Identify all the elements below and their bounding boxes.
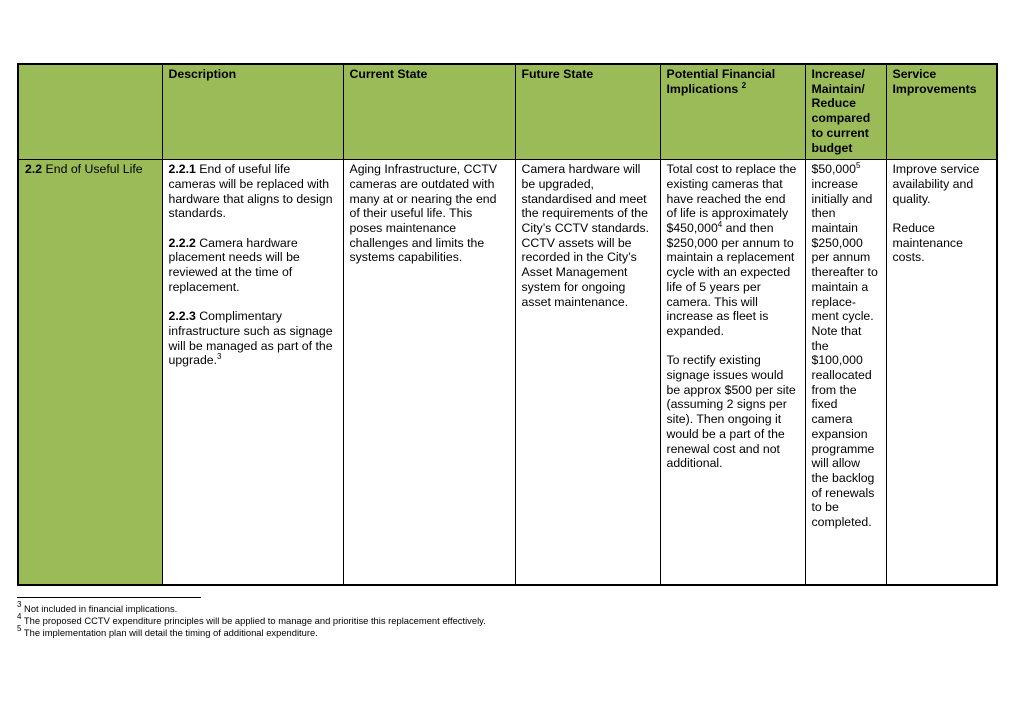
footnote-number: 5 [17, 624, 22, 633]
increase-amount: $50,000 [811, 162, 856, 177]
footnote-text: The proposed CCTV expenditure principles will be applied to manage and prioritise this replacement effectively. [21, 615, 486, 626]
current-state-text: Aging Infrastructure, CCTV cameras are outdated with many at or nearing the end of their useful life. This poses maintenance challenges and limits the systems capabilities. [349, 162, 498, 265]
desc-footnote-ref: 3 [217, 352, 222, 362]
desc-item-text: End of useful life cameras will be replaced with hardware that aligns to design standards. [168, 162, 333, 221]
cell-future-state [515, 160, 660, 586]
footnotes [17, 600, 486, 639]
desc-item-text: Complimentary infrastructure such as signage will be managed as part of the upgrade. [168, 309, 333, 368]
cell-current-state [343, 160, 515, 586]
financial-para-1a: Total cost to replace the existing cameras that have reached the end of life is approximately $450,000 [666, 162, 797, 236]
footnote-text: The implementation plan will detail the timing of additional expenditure. [21, 627, 318, 638]
footnote [17, 612, 486, 627]
service-para-1: Improve service availability and quality. [892, 162, 980, 206]
financial-para-1 [667, 162, 799, 338]
desc-item [169, 236, 337, 295]
financial-para-2: To rectify existing signage issues would be approx $500 per site (assuming 2 signs per site). Then ongoing it would be a part of the renewal cost and not additional. [666, 353, 796, 471]
desc-item-number: 2.2.3 [168, 309, 196, 324]
header-current-state: Current State [343, 64, 515, 160]
financial-para-1b: and then $250,000 per annum to maintain a replacement cycle with an expected life of 5 years per camera. This will increase as fleet is expanded. [666, 221, 795, 338]
cell-service [886, 160, 997, 586]
header-description: Description [162, 64, 343, 160]
footnote [17, 624, 486, 639]
footnote-number: 4 [17, 612, 22, 621]
desc-item [169, 162, 337, 221]
financial-footnote-ref: 4 [717, 220, 723, 230]
footnote-text: Not included in financial implications. [21, 603, 178, 614]
cell-increase [805, 160, 886, 586]
header-blank [18, 64, 162, 160]
increase-text: increase initially and then maintain $250,000 per annum thereafter to maintain a replace-ment cycle. Note that the $100,000 reallocated from the fixed camera expansion programme will allow the backlog of renewals to be completed. [811, 176, 878, 530]
table-row [18, 160, 997, 586]
desc-item [169, 309, 337, 368]
cell-description [162, 160, 343, 586]
footnote-divider [17, 597, 201, 598]
desc-item-number: 2.2.2 [168, 235, 196, 250]
footnote [17, 600, 486, 615]
future-state-para-2: CCTV assets will be recorded in the City’s Asset Management system for ongoing asset maintenance. [521, 235, 637, 309]
row-label-text: End of Useful Life [42, 162, 143, 177]
row-label [18, 160, 162, 586]
header-future-state: Future State [515, 64, 660, 160]
header-service: Service Improvements [886, 64, 997, 160]
header-financial [660, 64, 805, 160]
header-row [18, 64, 997, 160]
future-state-para-1: Camera hardware will be upgraded, standardised and meet the requirements of the City’s CCTV standards. [521, 162, 650, 236]
cell-financial [660, 160, 805, 586]
header-financial-footnote-ref: 2 [741, 80, 747, 90]
increase-footnote-ref: 5 [855, 161, 861, 171]
service-para-2: Reduce maintenance costs. [892, 221, 963, 265]
row-label-number: 2.2 [25, 162, 43, 177]
desc-item-number: 2.2.1 [168, 162, 196, 177]
header-increase: Increase/ Maintain/ Reduce compared to current budget [805, 64, 886, 160]
header-financial-label: Potential Financial Implications [666, 67, 776, 96]
footnote-number: 3 [17, 600, 22, 609]
cctv-plan-table [17, 63, 998, 586]
desc-item-text: Camera hardware placement needs will be reviewed at the time of replacement. [168, 235, 300, 294]
